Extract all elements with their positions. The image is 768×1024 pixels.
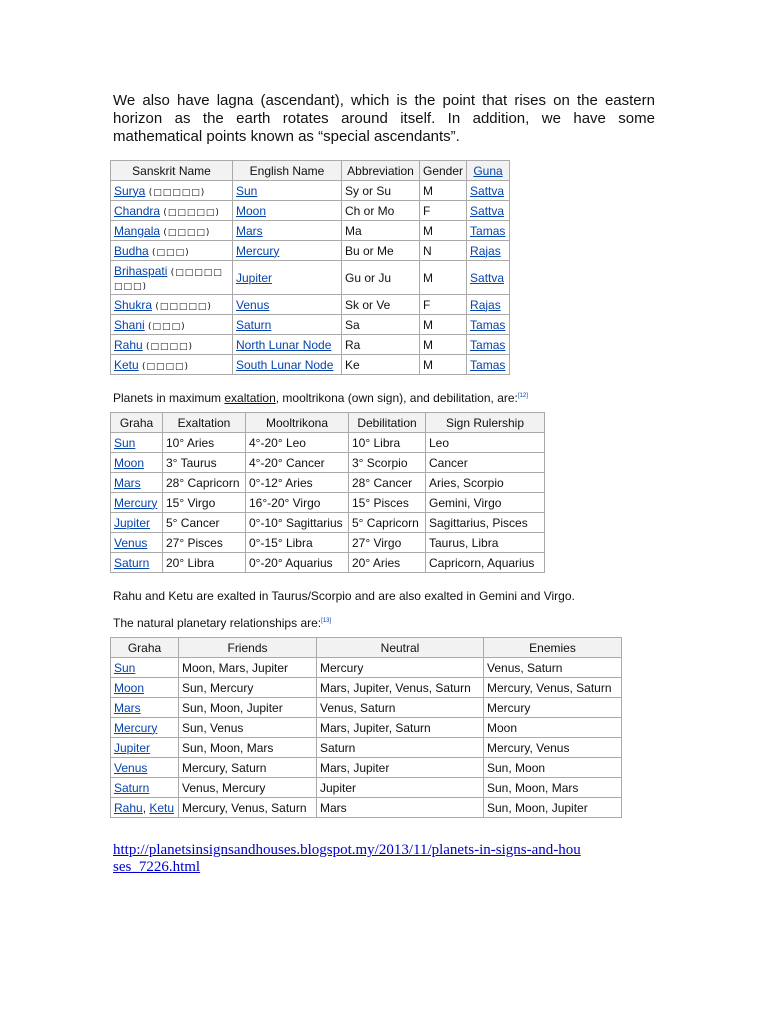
rulership-cell: Cancer — [426, 453, 545, 473]
graha-cell — [111, 473, 163, 493]
table-row — [111, 453, 545, 473]
neutral-cell: Saturn — [317, 738, 484, 758]
friends-cell: Mercury, Saturn — [179, 758, 317, 778]
sanskrit-name-cell — [111, 261, 233, 295]
mooltrikona-cell: 4°-20° Cancer — [246, 453, 349, 473]
graha-cell — [111, 433, 163, 453]
caption-text: The natural planetary relationships are: — [113, 616, 322, 630]
guna-cell — [467, 295, 510, 315]
graha-link[interactable]: Sun — [114, 660, 136, 675]
rulership-cell: Gemini, Virgo — [426, 493, 545, 513]
devanagari-script: (□□□□) — [146, 341, 194, 352]
abbreviation-cell: Ch or Mo — [342, 201, 420, 221]
guna-link[interactable]: Tamas — [470, 317, 506, 332]
guna-link[interactable]: Sattva — [470, 203, 505, 218]
graha-link[interactable]: Saturn — [114, 555, 150, 570]
abbreviation-cell: Bu or Me — [342, 241, 420, 261]
mooltrikona-cell: 16°-20° Virgo — [246, 493, 349, 513]
enemies-cell: Mercury, Venus, Saturn — [484, 678, 622, 698]
intro-paragraph: We also have lagna (ascendant), which is the point that rises on the eastern horizon as the earth rotates around itself. In addition, we have some mathematical points known as “special ascendants”. — [113, 92, 655, 145]
english-name-link[interactable]: North Lunar Node — [236, 337, 332, 352]
table-row — [111, 315, 510, 335]
graha-cell — [111, 493, 163, 513]
graha-cell — [111, 738, 179, 758]
exaltation-cell: 20° Libra — [163, 553, 246, 573]
exaltation-cell: 27° Pisces — [163, 533, 246, 553]
gender-cell: F — [420, 295, 467, 315]
sanskrit-name-link[interactable]: Shani — [114, 317, 145, 332]
table-row — [111, 221, 510, 241]
table-row — [111, 513, 545, 533]
abbreviation-cell: Ke — [342, 355, 420, 375]
col-header-english-name: English Name — [233, 161, 342, 181]
abbreviation-cell: Sa — [342, 315, 420, 335]
enemies-cell: Mercury — [484, 698, 622, 718]
graha-cell — [111, 718, 179, 738]
english-name-cell — [233, 315, 342, 335]
sanskrit-name-link[interactable]: Shukra — [114, 297, 153, 312]
english-name-cell — [233, 261, 342, 295]
neutral-cell: Mars, Jupiter, Saturn — [317, 718, 484, 738]
sanskrit-name-cell — [111, 295, 233, 315]
abbreviation-cell: Ra — [342, 335, 420, 355]
friends-cell: Moon, Mars, Jupiter — [179, 658, 317, 678]
graha-link[interactable]: Rahu — [114, 800, 143, 815]
friends-cell: Sun, Moon, Mars — [179, 738, 317, 758]
enemies-cell: Sun, Moon — [484, 758, 622, 778]
graha-link[interactable]: Venus — [114, 760, 148, 775]
enemies-cell: Mercury, Venus — [484, 738, 622, 758]
reference-link[interactable]: [12] — [517, 393, 528, 399]
graha-link[interactable]: Jupiter — [114, 515, 151, 530]
debilitation-cell: 10° Libra — [349, 433, 426, 453]
devanagari-script: (□□□□□) — [155, 301, 212, 312]
guna-cell — [467, 181, 510, 201]
graha-cell — [111, 658, 179, 678]
graha-link[interactable]: Venus — [114, 535, 148, 550]
graha-link[interactable]: Sun — [114, 435, 136, 450]
gender-cell: M — [420, 261, 467, 295]
table-header-row — [111, 413, 545, 433]
graha-link[interactable]: Mars — [114, 475, 141, 490]
reference-link[interactable]: [13] — [321, 618, 332, 624]
gender-cell: M — [420, 221, 467, 241]
english-name-link[interactable]: Mars — [236, 223, 263, 238]
graha-cell — [111, 758, 179, 778]
sanskrit-name-cell — [111, 201, 233, 221]
sanskrit-name-cell — [111, 221, 233, 241]
table-row — [111, 553, 545, 573]
friends-cell: Sun, Mercury — [179, 678, 317, 698]
col-header-mooltrikona: Mooltrikona — [246, 413, 349, 433]
table-row — [111, 335, 510, 355]
debilitation-cell: 28° Cancer — [349, 473, 426, 493]
devanagari-script: (□□□□□) — [148, 187, 206, 198]
relationships-table — [110, 637, 622, 818]
table-header-row — [111, 638, 622, 658]
graha-cell: Rahu, Ketu — [111, 798, 179, 818]
abbreviation-cell: Ma — [342, 221, 420, 241]
exaltation-cell: 5° Cancer — [163, 513, 246, 533]
friends-cell: Sun, Moon, Jupiter — [179, 698, 317, 718]
devanagari-script: (□□□□) — [142, 361, 190, 372]
graha-link[interactable]: Moon — [114, 680, 145, 695]
sanskrit-name-link[interactable]: Brihaspati — [114, 263, 168, 278]
sanskrit-name-cell — [111, 355, 233, 375]
table-row — [111, 798, 622, 818]
debilitation-cell: 5° Capricorn — [349, 513, 426, 533]
neutral-cell: Jupiter — [317, 778, 484, 798]
table-row — [111, 355, 510, 375]
table-row — [111, 718, 622, 738]
rulership-cell: Leo — [426, 433, 545, 453]
devanagari-script: (□□□) — [148, 321, 186, 332]
guna-link[interactable]: Sattva — [470, 183, 505, 198]
debilitation-cell: 15° Pisces — [349, 493, 426, 513]
graha-cell — [111, 513, 163, 533]
exaltation-cell: 10° Aries — [163, 433, 246, 453]
table-header-row — [111, 161, 510, 181]
graha-cell — [111, 533, 163, 553]
guna-cell — [467, 335, 510, 355]
col-header-enemies: Enemies — [484, 638, 622, 658]
guna-link[interactable]: Tamas — [470, 357, 506, 372]
graha-link[interactable]: Mercury — [114, 720, 158, 735]
col-header-guna[interactable] — [467, 161, 510, 181]
gender-cell: F — [420, 201, 467, 221]
neutral-cell: Venus, Saturn — [317, 698, 484, 718]
devanagari-script: (□□□□□ □□□) — [114, 267, 223, 292]
rahu-ketu-note: Rahu and Ketu are exalted in Taurus/Scorpio and are also exalted in Gemini and Virgo. — [113, 589, 575, 603]
gender-cell: N — [420, 241, 467, 261]
table-row — [111, 433, 545, 453]
guna-link[interactable]: Rajas — [470, 297, 501, 312]
table-row — [111, 295, 510, 315]
abbreviation-cell: Gu or Ju — [342, 261, 420, 295]
exaltation-cell: 3° Taurus — [163, 453, 246, 473]
source-url-link[interactable]: http://planetsinsignsandhouses.blogspot.my/2013/11/planets-in-signs-and-houses_7226.html — [113, 842, 581, 875]
english-name-link[interactable]: Saturn — [236, 317, 272, 332]
friends-cell: Mercury, Venus, Saturn — [179, 798, 317, 818]
guna-link[interactable]: Rajas — [470, 243, 501, 258]
enemies-cell: Moon — [484, 718, 622, 738]
graha-cell — [111, 453, 163, 473]
enemies-cell: Venus, Saturn — [484, 658, 622, 678]
col-header-debilitation: Debilitation — [349, 413, 426, 433]
sanskrit-name-cell — [111, 315, 233, 335]
table-row — [111, 241, 510, 261]
sanskrit-name-link[interactable]: Ketu — [114, 357, 139, 372]
guna-cell — [467, 315, 510, 335]
table-row — [111, 261, 510, 295]
table-row — [111, 473, 545, 493]
gender-cell: M — [420, 335, 467, 355]
gender-cell: M — [420, 355, 467, 375]
graha-link[interactable]: Mercury — [114, 495, 158, 510]
table-row — [111, 698, 622, 718]
caption-text-before: Planets in maximum — [113, 391, 225, 405]
english-name-link[interactable]: Jupiter — [236, 270, 273, 285]
guna-cell — [467, 355, 510, 375]
exaltation-table — [110, 412, 545, 573]
english-name-cell — [233, 335, 342, 355]
enemies-cell: Sun, Moon, Mars — [484, 778, 622, 798]
exaltation-cell: 15° Virgo — [163, 493, 246, 513]
exaltation-caption — [113, 391, 528, 405]
sanskrit-name-cell — [111, 335, 233, 355]
english-name-cell — [233, 201, 342, 221]
debilitation-cell: 27° Virgo — [349, 533, 426, 553]
col-header-graha: Graha — [111, 638, 179, 658]
guna-link[interactable]: Tamas — [470, 223, 506, 238]
debilitation-cell: 3° Scorpio — [349, 453, 426, 473]
col-header-sign-rulership: Sign Rulership — [426, 413, 545, 433]
sanskrit-name-link[interactable]: Chandra — [114, 203, 161, 218]
col-header-gender: Gender — [420, 161, 467, 181]
table-row — [111, 738, 622, 758]
mooltrikona-cell: 0°-20° Aquarius — [246, 553, 349, 573]
graha-cell — [111, 553, 163, 573]
exaltation-link[interactable]: exaltation — [224, 391, 276, 405]
guna-cell — [467, 221, 510, 241]
mooltrikona-cell: 0°-15° Libra — [246, 533, 349, 553]
graha-link-secondary[interactable]: Ketu — [149, 800, 175, 815]
gender-cell: M — [420, 181, 467, 201]
mooltrikona-cell: 4°-20° Leo — [246, 433, 349, 453]
rulership-cell: Capricorn, Aquarius — [426, 553, 545, 573]
col-header-exaltation: Exaltation — [163, 413, 246, 433]
rulership-cell: Taurus, Libra — [426, 533, 545, 553]
sanskrit-name-link[interactable]: Budha — [114, 243, 149, 258]
caption-text-after: , mooltrikona (own sign), and debilitation, are: — [275, 391, 518, 405]
graha-cell — [111, 778, 179, 798]
english-name-cell — [233, 355, 342, 375]
col-header-neutral: Neutral — [317, 638, 484, 658]
english-name-link[interactable]: Mercury — [236, 243, 280, 258]
mooltrikona-cell: 0°-10° Sagittarius — [246, 513, 349, 533]
table-row — [111, 678, 622, 698]
enemies-cell: Sun, Moon, Jupiter — [484, 798, 622, 818]
sanskrit-name-link[interactable]: Mangala — [114, 223, 161, 238]
graha-link[interactable]: Saturn — [114, 780, 150, 795]
col-header-sanskrit-name: Sanskrit Name — [111, 161, 233, 181]
sanskrit-name-cell — [111, 181, 233, 201]
friends-cell: Sun, Venus — [179, 718, 317, 738]
rulership-cell: Aries, Scorpio — [426, 473, 545, 493]
devanagari-script: (□□□□) — [163, 227, 211, 238]
relationships-caption — [113, 616, 331, 630]
abbreviation-cell: Sy or Su — [342, 181, 420, 201]
debilitation-cell: 20° Aries — [349, 553, 426, 573]
devanagari-script: (□□□) — [152, 247, 190, 258]
friends-cell: Venus, Mercury — [179, 778, 317, 798]
graha-link[interactable]: Moon — [114, 455, 145, 470]
guna-cell — [467, 201, 510, 221]
neutral-cell: Mars, Jupiter — [317, 758, 484, 778]
sanskrit-name-cell — [111, 241, 233, 261]
neutral-cell: Mars — [317, 798, 484, 818]
guna-header-link[interactable]: Guna — [473, 163, 503, 178]
planet-names-table — [110, 160, 510, 375]
guna-cell — [467, 241, 510, 261]
table-row — [111, 758, 622, 778]
gender-cell: M — [420, 315, 467, 335]
english-name-link[interactable]: South Lunar Node — [236, 357, 334, 372]
table-row — [111, 493, 545, 513]
english-name-cell — [233, 295, 342, 315]
table-row — [111, 201, 510, 221]
table-row — [111, 181, 510, 201]
devanagari-script: (□□□□□) — [163, 207, 220, 218]
col-header-graha: Graha — [111, 413, 163, 433]
english-name-link[interactable]: Moon — [236, 203, 267, 218]
table-row — [111, 533, 545, 553]
graha-link[interactable]: Mars — [114, 700, 141, 715]
guna-link[interactable]: Tamas — [470, 337, 506, 352]
graha-cell — [111, 678, 179, 698]
neutral-cell: Mars, Jupiter, Venus, Saturn — [317, 678, 484, 698]
mooltrikona-cell: 0°-12° Aries — [246, 473, 349, 493]
graha-link[interactable]: Jupiter — [114, 740, 151, 755]
guna-cell — [467, 261, 510, 295]
english-name-cell — [233, 221, 342, 241]
sanskrit-name-link[interactable]: Surya — [114, 183, 146, 198]
table-row — [111, 778, 622, 798]
english-name-cell — [233, 181, 342, 201]
table-row — [111, 658, 622, 678]
graha-cell — [111, 698, 179, 718]
abbreviation-cell: Sk or Ve — [342, 295, 420, 315]
english-name-link[interactable]: Sun — [236, 183, 258, 198]
rulership-cell: Sagittarius, Pisces — [426, 513, 545, 533]
guna-link[interactable]: Sattva — [470, 270, 505, 285]
english-name-cell — [233, 241, 342, 261]
neutral-cell: Mercury — [317, 658, 484, 678]
exaltation-cell: 28° Capricorn — [163, 473, 246, 493]
col-header-abbreviation: Abbreviation — [342, 161, 420, 181]
col-header-friends: Friends — [179, 638, 317, 658]
english-name-link[interactable]: Venus — [236, 297, 270, 312]
sanskrit-name-link[interactable]: Rahu — [114, 337, 143, 352]
